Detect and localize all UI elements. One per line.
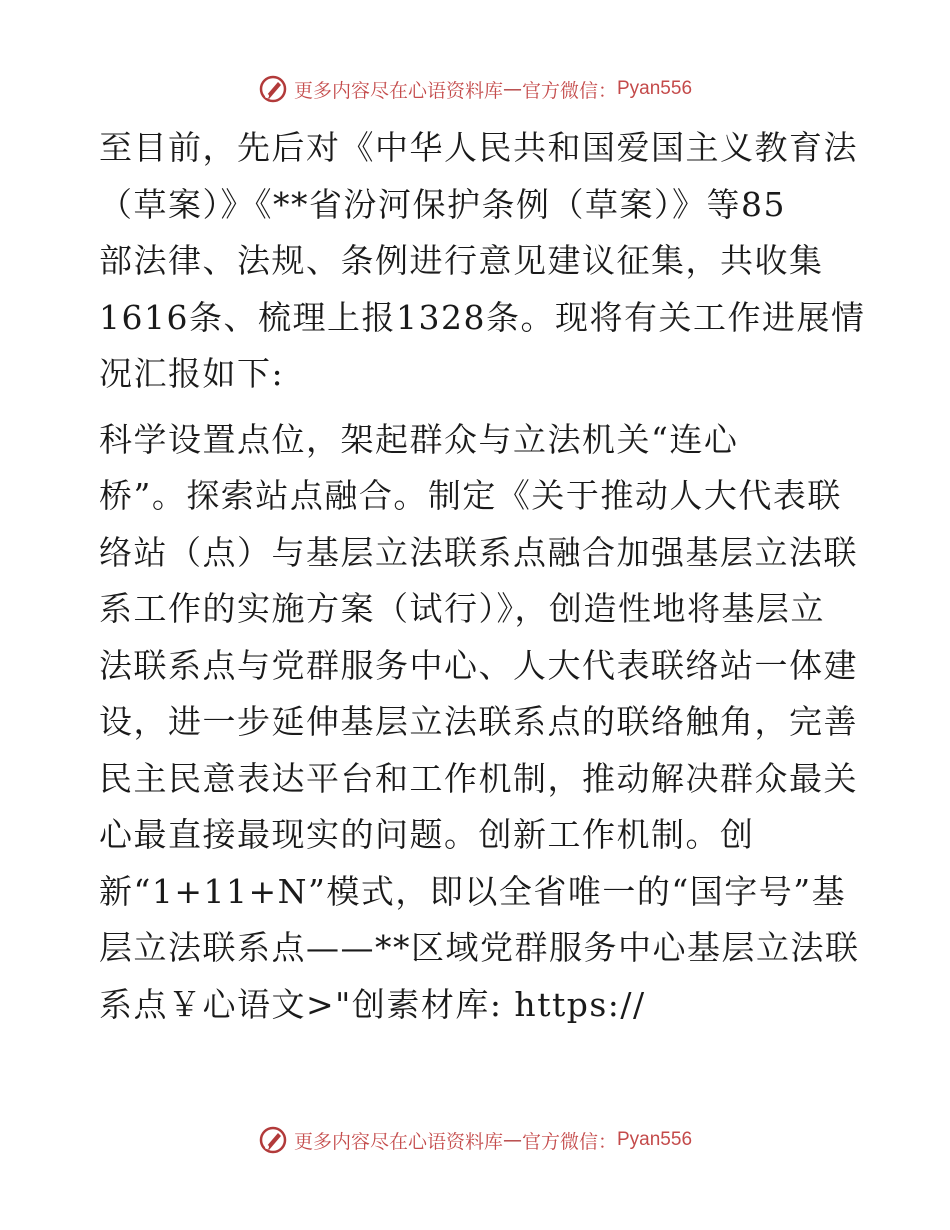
text-line: 络站（点）与基层立法联系点融合加强基层立法联 [99, 532, 858, 572]
text-line: 科学设置点位，架起群众与立法机关“连心 [99, 419, 739, 459]
text-line: 法联系点与党群服务中心、人大代表联络站一体建 [99, 645, 858, 685]
header-watermark [0, 74, 950, 104]
text-line: 1616条、梳理上报1328条。现将有关工作进展情 [99, 297, 866, 337]
text-line: 部法律、法规、条例进行意见建议征集，共收集 [99, 241, 824, 280]
document-body [99, 120, 866, 1033]
text-line: 新“1+11+N”模式，即以全省唯一的“国字号”基 [99, 871, 847, 911]
watermark-id: Pyan556 [617, 78, 693, 99]
text-line: 桥”。探索站点融合。制定《关于推动人大代表联 [99, 476, 842, 515]
text-line: （草案）》《**省汾河保护条例（草案）》等85 [99, 184, 786, 224]
watermark-official: 官方微信： [521, 79, 617, 102]
text-line: 况汇报如下: [99, 354, 285, 393]
text-line: 层立法联系点——**区域党群服务中心基层立法联 [99, 928, 860, 967]
watermark-separator: — [502, 78, 522, 100]
watermark-id: Pyan556 [617, 1129, 693, 1150]
watermark-site: 更多内容尽在心语资料库 [293, 79, 503, 102]
watermark-separator: — [502, 1129, 522, 1151]
pen-circle-logo-icon [258, 1125, 288, 1155]
text-line: 民主民意表达平台和工作机制，推动解决群众最关 [99, 758, 858, 798]
watermark-site: 更多内容尽在心语资料库 [293, 1130, 503, 1153]
text-line: 系工作的实施方案（试行）》，创造性地将基层立 [99, 589, 825, 628]
text-line: 心最直接最现实的问题。创新工作机制。创 [99, 815, 755, 854]
pen-circle-logo-icon [258, 74, 288, 104]
text-line: 至目前，先后对《中华人民共和国爱国主义教育法 [99, 128, 858, 167]
text-line: 设，进一步延伸基层立法联系点的联络触角，完善 [99, 702, 858, 741]
footer-watermark [0, 1125, 950, 1155]
watermark-official: 官方微信： [521, 1130, 617, 1153]
text-line: 系点￥心语文>"创素材库: https:// [99, 984, 646, 1024]
